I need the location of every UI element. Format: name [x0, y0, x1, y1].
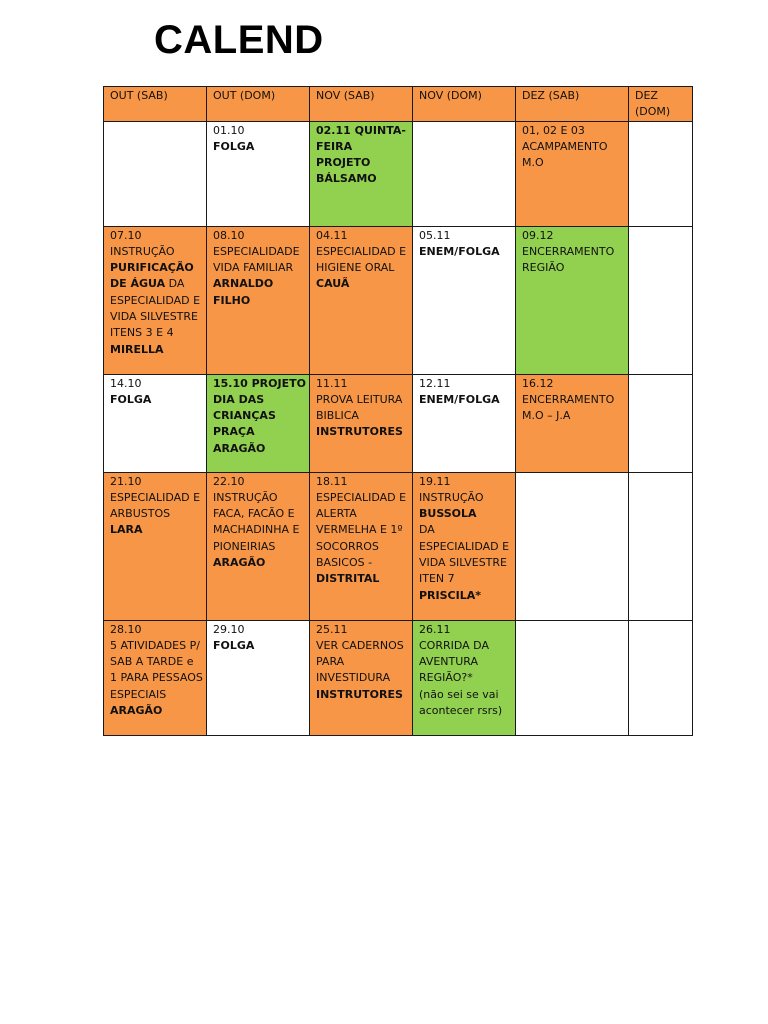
calendar-cell: [207, 472, 310, 620]
cell-text: INSTRUÇÃO: [419, 490, 484, 504]
header-cell: DEZ (SAB): [516, 87, 629, 122]
cell-text-bold: ENEM/FOLGA: [419, 244, 500, 258]
cell-text: 04.11: [316, 228, 348, 242]
calendar-cell: [207, 620, 310, 735]
cell-text: ESPECIALIDAD E ALERTA VERMELHA E 1º SOCORROS BASICOS -: [316, 490, 407, 570]
calendar-cell: [207, 374, 310, 472]
calendar-cell: [516, 374, 629, 472]
cell-text: 29.10: [213, 622, 245, 636]
cell-text: 09.12: [522, 228, 554, 242]
cell-text: ESPECIALIDADE VIDA FAMILIAR: [213, 244, 300, 275]
cell-text: ESPECIALIDAD E ARBUSTOS: [110, 490, 201, 521]
cell-text: VER CADERNOS PARA INVESTIDURA: [316, 638, 404, 685]
cell-text: 28.10: [110, 622, 142, 636]
cell-text: 14.10: [110, 376, 142, 390]
calendar-cell: [413, 620, 516, 735]
cell-text: 26.11: [419, 622, 451, 636]
cell-text: 07.10: [110, 228, 142, 242]
cell-text-bold: FOLGA: [110, 392, 152, 406]
calendar-cell: [310, 472, 413, 620]
calendar-cell: [413, 226, 516, 374]
calendar-cell: [516, 226, 629, 374]
cell-text-bold: FOLGA: [213, 139, 255, 153]
cell-text: CORRIDA DA AVENTURA REGIÃO?*: [419, 638, 489, 685]
cell-text: ESPECIALIDAD E HIGIENE ORAL: [316, 244, 407, 275]
cell-text-bold: PRISCILA*: [419, 588, 481, 602]
cell-text: DA ESPECIALIDAD E VIDA SILVESTRE ITEN 7: [419, 523, 510, 586]
calendar-cell: [104, 472, 207, 620]
calendar-cell: [629, 121, 693, 226]
cell-text: 5 ATIVIDADES P/ SAB A TARDE e 1 PARA PESSAOS ESPECIAIS: [110, 638, 203, 701]
cell-text-bold: INSTRUTORES: [316, 425, 403, 439]
calendar-cell: [104, 121, 207, 226]
calendar-cell: [516, 620, 629, 735]
cell-text: 01.10: [213, 123, 245, 137]
calendar-cell: [104, 226, 207, 374]
header-cell: DEZ (DOM): [629, 87, 693, 122]
header-row: [104, 87, 693, 122]
calendar-cell: [629, 472, 693, 620]
cell-text: 25.11: [316, 622, 348, 636]
cell-text: ENCERRAMENTO M.O – J.A: [522, 392, 615, 423]
cell-text-bold: ARAGÃO: [213, 556, 266, 570]
calendar-cell: [516, 121, 629, 226]
cell-text: INSTRUÇÃO FACA, FACÃO E MACHADINHA E PIONEIRIAS: [213, 490, 300, 553]
calendar-cell: [413, 374, 516, 472]
cell-text: DA ESPECIALIDAD E VIDA SILVESTRE ITENS 3 E 4: [110, 277, 201, 340]
cell-text-bold: CAUÃ: [316, 277, 350, 291]
cell-text: PROVA LEITURA BIBLICA: [316, 392, 403, 423]
table-row: [104, 620, 693, 735]
table-row: [104, 226, 693, 374]
cell-text-bold: DISTRITAL: [316, 572, 380, 586]
calendar-cell: [516, 472, 629, 620]
cell-text: 16.12: [522, 376, 554, 390]
calendar-cell: [104, 374, 207, 472]
cell-text: 12.11: [419, 376, 451, 390]
header-cell: OUT (DOM): [207, 87, 310, 122]
cell-text: 18.11: [316, 474, 348, 488]
cell-text-bold: INSTRUTORES: [316, 687, 403, 701]
cell-text-bold: ENEM/FOLGA: [419, 392, 500, 406]
calendar-cell: [104, 620, 207, 735]
calendar-table: [103, 86, 693, 736]
calendar-cell: [413, 472, 516, 620]
cell-text: 05.11: [419, 228, 451, 242]
cell-text: 11.11: [316, 376, 348, 390]
header-cell: NOV (DOM): [413, 87, 516, 122]
header-cell: NOV (SAB): [310, 87, 413, 122]
calendar-cell: [310, 620, 413, 735]
cell-text-bold: BUSSOLA: [419, 507, 477, 521]
cell-text: 21.10: [110, 474, 142, 488]
calendar-cell: [207, 226, 310, 374]
cell-text: 22.10: [213, 474, 245, 488]
cell-text-bold: LARA: [110, 523, 143, 537]
cell-text: INSTRUÇÃO: [110, 244, 175, 258]
calendar-cell: [629, 620, 693, 735]
table-row: [104, 121, 693, 226]
calendar-cell: [207, 121, 310, 226]
calendar-cell: [629, 374, 693, 472]
calendar-cell: [310, 226, 413, 374]
cell-text-bold: ARAGÃO: [110, 704, 163, 718]
cell-text-bold: PURIFICAÇÃO DE ÁGUA: [110, 261, 194, 291]
cell-text-bold: MIRELLA: [110, 342, 164, 356]
cell-text: 08.10: [213, 228, 245, 242]
cell-text-bold: FOLGA: [213, 638, 255, 652]
cell-text-bold: ARNALDO FILHO: [213, 277, 274, 307]
calendar-cell: [310, 121, 413, 226]
table-row: [104, 472, 693, 620]
page-title: CALEND: [154, 18, 324, 62]
calendar-cell: [629, 226, 693, 374]
cell-text: (não sei se vai acontecer rsrs): [419, 687, 503, 718]
cell-text: 01, 02 E 03 ACAMPAMENTO M.O: [522, 123, 608, 170]
cell-text: ENCERRAMENTO REGIÃO: [522, 244, 615, 275]
cell-text-bold: 02.11 QUINTA-FEIRA PROJETO BÁLSAMO: [316, 123, 406, 186]
cell-text-bold: 15.10 PROJETO DIA DAS CRIANÇAS PRAÇA ARAGÃO: [213, 376, 306, 455]
calendar-cell: [413, 121, 516, 226]
cell-text: 19.11: [419, 474, 451, 488]
calendar-cell: [310, 374, 413, 472]
header-cell: OUT (SAB): [104, 87, 207, 122]
table-row: [104, 374, 693, 472]
